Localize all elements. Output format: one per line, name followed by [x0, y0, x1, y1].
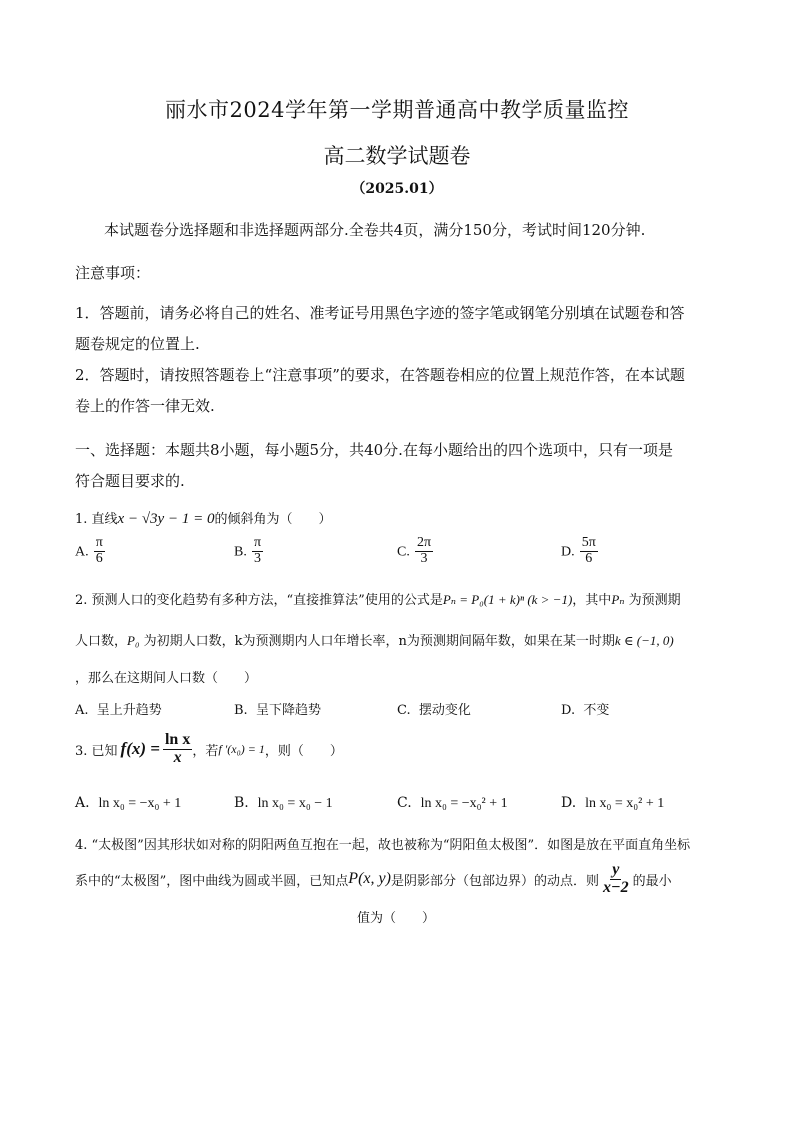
question-2-line-3: ，那么在这期间人口数（ ） [75, 671, 258, 686]
page-subtitle: 高二数学试题卷 [323, 144, 471, 168]
question-2-option-d: D. 不变 [561, 703, 610, 718]
question-4-line-3: 值为（ ） [357, 911, 436, 926]
question-4-fraction: $\frac{y}{x-2}$ [602, 861, 629, 896]
question-1-option-c: C. $\frac{2\pi}{3}$ [397, 535, 432, 566]
question-3-stem: 3. 已知 f(x) = $\frac{\text{ln x}}{x}$ ，若 f ′(x₀) = 1 ，则（ ） [75, 731, 343, 766]
question-3-condition: f ′(x₀) = 1 [218, 741, 265, 756]
notice-item-1-line-2: 题卷规定的位置上. [75, 335, 200, 353]
question-2-option-c: C. 摆动变化 [397, 703, 471, 718]
section-heading-line-2: 符合题目要求的. [75, 472, 185, 490]
question-4-line-1: 4. “太极图”因其形状如对称的阴阳两鱼互抱在一起，故也被称为“阴阳鱼太极图”．如图是放在平面直角坐标 [75, 838, 691, 853]
notice-item-2-line-2: 卷上的作答一律无效. [75, 397, 215, 415]
intro-text: 本试题卷分选择题和非选择题两部分.全卷共4页，满分150分，考试时间120分钟. [104, 221, 646, 239]
question-2-option-b: B. 呈下降趋势 [234, 703, 321, 718]
question-1-option-a: A. $\frac{\pi}{6}$ [75, 535, 103, 566]
question-1-prefix: 1. 直线 [75, 512, 118, 527]
question-3-option-a: A. ln x₀ = −x₀ + 1 [75, 795, 182, 811]
question-3-fraction: $\frac{\text{ln x}}{x}$ [164, 731, 191, 766]
question-2-formula: Pₙ = P₀(1 + k)ⁿ (k > −1) [442, 592, 573, 607]
question-3-option-b: B. ln x₀ = x₀ − 1 [234, 795, 333, 811]
notice-item-2-line-1: 2．答题时，请按照答题卷上“注意事项”的要求，在答题卷相应的位置上规范作答，在本试题 [75, 366, 685, 384]
notice-item-1-line-1: 1．答题前，请务必将自己的姓名、准考证号用黑色字迹的签字笔或钢笔分别填在试题卷和答 [75, 304, 685, 322]
option-fraction: $\frac{\pi}{6}$ [95, 535, 103, 566]
option-fraction: $\frac{2\pi}{3}$ [416, 535, 432, 566]
notice-heading: 注意事项： [75, 264, 151, 282]
question-1-option-d: D. $\frac{5\pi}{6}$ [561, 535, 596, 566]
section-heading-line-1: 一、选择题：本题共8小题，每小题5分，共40分.在每小题给出的四个选项中，只有一项是 [75, 441, 673, 459]
question-1-option-b: B. $\frac{\pi}{3}$ [234, 535, 262, 566]
page-title: 丽水市2024学年第一学期普通高中教学质量监控 [165, 98, 629, 122]
question-2-option-a: A. 呈上升趋势 [75, 703, 162, 718]
question-3-option-d: D. ln x₀ = x₀² + 1 [561, 795, 665, 811]
question-4-line-2: 系中的“太极图”，图中曲线为圆或半圆，已知点 P(x, y) 是阴影部分（包部边界）的动点．则 $\frac{y}{x-2}$ 的最小 [75, 861, 672, 896]
question-2-line-1: 2. 预测人口的变化趋势有多种方法，“直接推算法”使用的公式是Pₙ = P₀(1 + k)ⁿ (k > −1)，其中Pₙ 为预测期 [75, 592, 681, 608]
option-fraction: $\frac{\pi}{3}$ [253, 535, 262, 566]
option-fraction: $\frac{5\pi}{6}$ [581, 535, 596, 566]
question-1-formula: x − √3y − 1 = 0 [117, 511, 215, 527]
question-4-point: P(x, y) [348, 870, 391, 888]
question-2-condition: k ∈ (−1, 0) [614, 633, 674, 648]
question-2-line-2: 人口数，P₀ 为初期人口数，k为预测期内人口年增长率，n为预测期间隔年数，如果在某一时期k ∈ (−1, 0) [75, 633, 674, 649]
exam-date: （2025.01） [351, 181, 443, 197]
question-3-option-c: C. ln x₀ = −x₀² + 1 [397, 795, 508, 811]
question-1-suffix: 的倾斜角为（ ） [214, 512, 332, 527]
question-3-function: f(x) = [120, 739, 160, 759]
question-1-stem [75, 508, 331, 528]
